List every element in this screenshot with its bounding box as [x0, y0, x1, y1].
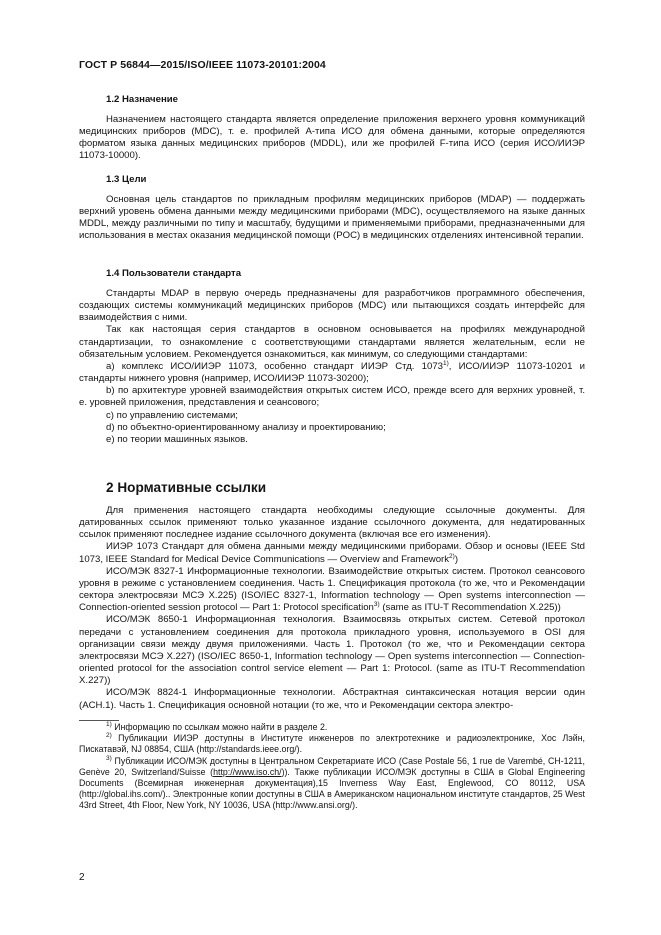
footnote-separator — [79, 720, 119, 721]
footnote-ref: 2) — [449, 552, 455, 560]
section-1-2-paragraph: Назначением настоящего стандарта является определение приложения верхнего уровня коммуникаций медицинских приборов (MDC), т. е. профилей А-типа ИСО для обмена данными, которые определяются форматом языка данных медицинских приборов (MDDL), или же профилей F-типа ИСО (серия ИСО/ИИЭР 11073-10000). — [79, 114, 585, 162]
page-number: 2 — [79, 872, 85, 883]
section-2-title: 2 Нормативные ссылки — [106, 480, 267, 495]
section-1-3-paragraph: Основная цель стандартов по прикладным профилям медицинских приборов (MDAP) — поддержать верхний уровень обмена данными между медицинскими приборами (MDC), осуществляемого на языке данных MDDL, между различными по типу и масштабу, будущими и применяемыми приборами, предназначенными для использования в местах оказания медицинской помощи (POC) в медицинских отделениях интенсивной терапии. — [79, 194, 585, 242]
list-item-a — [79, 361, 585, 385]
section-1-4-title: 1.4 Пользователи стандарта — [106, 268, 242, 279]
reference-iso-8650: ИСО/МЭК 8650-1 Информационная технология. Взаимосвязь открытых систем. Сетевой протокол передачи с установлением соединения для протокола прикладного уровня, используемого в OSI для организации связи между двумя приложениями. Часть 1. Протокол (то же, что и Рекомендации сектора электросвязи МСЭ X.227) (ISO/IEC 8650-1, Information technology — Open systems interconnection — Connection-oriented protocol for the association control service element — Part 1: Protocol. (same as ITU-T Recommendation X.227)) — [79, 614, 585, 687]
document-header: ГОСТ Р 56844—2015/ISO/IEEE 11073-20101:2004 — [79, 59, 326, 71]
iso-link[interactable]: http://www.iso.ch/ — [213, 766, 282, 777]
footnote-1 — [79, 722, 585, 733]
footnote-text: Публикации ИСО/МЭК доступны в Центральном Секретариате ИСО (Case Postale 56, 1 rue de Varembé, CH-1211, Genève 20, Switzerland/Suisse ( — [79, 755, 585, 777]
list-item-c: c) по управлению системами; — [106, 409, 238, 421]
reference-text: ИИЭР 1073 Стандарт для обмена данными между медицинскими приборами. Обзор и основы (IEEE Std 1073, IEEE Standard for Medical Device Communications — Overview and Framework — [79, 541, 585, 565]
section-1-4-paragraph-1: Стандарты MDAP в первую очередь предназначены для разработчиков программного обеспечения, создающих системы коммуникаций медицинских приборов (MDC) или пытающихся создать интерфейс для взаимодействия с ними. — [79, 288, 585, 324]
reference-text: ИСО/МЭК 8327-1 Информационные технологии. Взаимодействие открытых систем. Протокол сеансового уровня в режиме с установлением соединения. Часть 1. Спецификация протокола (то же, что и Рекомендации сектора электросвязи МСЭ X.225) (ISO/IEC 8327-1, Information technology — Open systems interconnection — Connection-oriented session protocol — Part 1: Protocol specification — [79, 565, 585, 614]
reference-iso-8824: ИСО/МЭК 8824-1 Информационные технологии. Абстрактная синтаксическая нотация версии один (ACH.1). Часть 1. Спецификация основной нотации (то же, что и Рекомендации сектора электро- — [79, 687, 585, 711]
list-item-a-text: a) комплекс ИСО/ИИЭР 11073, особенно стандарт ИИЭР Стд. 1073 — [106, 360, 443, 372]
section-1-4 — [79, 268, 585, 446]
section-1-3 — [79, 174, 585, 243]
footnote-number: 3) — [106, 754, 112, 762]
list-item-e: e) по теории машинных языков. — [106, 433, 248, 445]
footnote-ref: 3) — [373, 601, 380, 609]
section-2 — [79, 480, 585, 712]
list-item-d: d) по объектно-ориентированному анализу и проектированию; — [106, 421, 386, 433]
list-item-b: b) по архитектуре уровней взаимодействия открытых систем ИСО, прежде всего для верхних уровней, т. е. уровней приложения, представления и сеансового; — [79, 385, 585, 409]
section-2-paragraph-1: Для применения настоящего стандарта необходимы следующие ссылочные документы. Для датированных ссылок применяют только указанное издание ссылочного документа, для недатированных ссылок применяют последнее издание ссылочного документа (включая все его изменения). — [79, 505, 585, 541]
reference-text-end: ) — [454, 553, 459, 565]
footnote-text: Информацию по ссылкам можно найти в разделе 2. — [111, 722, 328, 732]
footnote-text-cont: )). Также публикации ИСО/МЭК доступны в США в Global Engineering Documents (Всемирная инженерная документация),15 Inverness Way East, Englewood, CO 80112, USA (http://global.ihs.com/).. Электронные копии доступны в США в Американском национальном институте стандартов, 25 West 43rd Street, 4th Floor, New York, NY 10036, USA (http://www.ansi.org/). — [79, 766, 585, 811]
footnote-2 — [79, 733, 585, 755]
footnote-3 — [79, 756, 585, 812]
section-1-3-title: 1.3 Цели — [106, 174, 147, 185]
footnote-ref: 1) — [443, 359, 449, 367]
section-1-2 — [79, 94, 585, 163]
reference-iso-8327 — [79, 566, 585, 615]
section-1-4-paragraph-2: Так как настоящая серия стандартов в основном основывается на профилях международной стандартизации, то ознакомление с соответствующими стандартами является желательным, если не обязательным условием. Рекомендуется ознакомиться, как минимум, со следующими стандартами: — [79, 324, 585, 360]
footnote-text: Публикации ИИЭР доступны в Институте инженеров по электротехнике и радиоэлектронике, Хос Лэйн, Пискатавэй, NJ 08854, США (http://standards.ieee.org/). — [79, 733, 585, 755]
reference-text-end: (same as ITU-T Recommendation X.225)) — [379, 602, 561, 614]
reference-ieee-1073 — [79, 541, 585, 565]
footnotes — [79, 722, 585, 812]
footnote-number: 2) — [106, 732, 112, 740]
section-1-2-title: 1.2 Назначение — [106, 94, 178, 105]
footnote-number: 1) — [106, 721, 112, 728]
list-item-a-text-cont: , ИСО/ИИЭР 11073-10201 и стандарты нижнего уровня (например, ИСО/ИИЭР 11073-30200); — [79, 360, 586, 385]
